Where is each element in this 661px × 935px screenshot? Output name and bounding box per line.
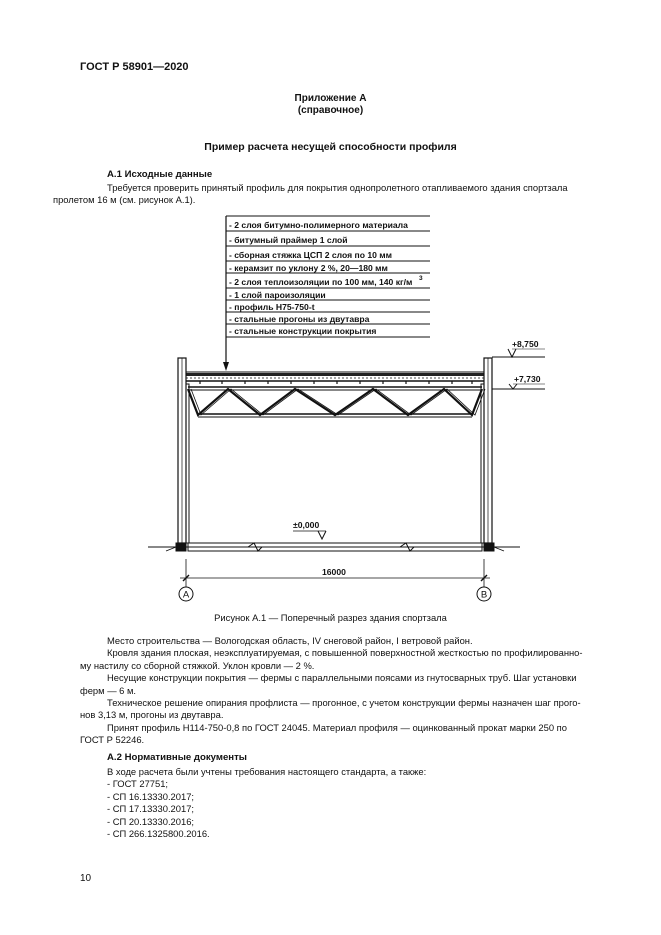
paragraph-profile-line-2: ГОСТ Р 52246.: [80, 734, 145, 746]
layer-label-2: - битумный праймер 1 слой: [229, 235, 348, 245]
layer-label-4: - керамзит по уклону 2 %, 20—180 мм: [229, 263, 388, 273]
level-label-top: +8,750: [512, 339, 539, 349]
layer-label-7: - профиль Н75-750-t: [229, 302, 315, 312]
page-number: 10: [80, 873, 92, 884]
normative-item: - СП 20.13330.2016;: [107, 815, 195, 827]
left-column: [178, 358, 189, 543]
appendix-subtitle: (справочное): [297, 105, 364, 116]
right-column: [481, 358, 492, 543]
level-label-mid: +7,730: [514, 374, 541, 384]
document-header: ГОСТ Р 58901—2020: [80, 61, 189, 73]
axis-label-a: А: [182, 589, 190, 601]
normative-list: [107, 766, 426, 840]
level-label-floor: ±0,000: [293, 520, 320, 530]
layer-label-1: - 2 слоя битумно-полимерного материала: [229, 220, 408, 230]
level-mark-top: [492, 349, 545, 357]
paragraph-trusses-line-2: ферм — 6 м.: [80, 684, 137, 696]
axis-label-b: В: [480, 589, 488, 601]
callout-arrow: [223, 362, 229, 371]
paragraph-location: Место строительства — Вологодская область, IV снеговой район, I ветровой район.: [107, 635, 473, 646]
layer-label-5-exponent: 3: [419, 275, 423, 282]
roof-truss: [188, 387, 485, 417]
cross-section-figure: [0, 210, 661, 610]
normative-item: - СП 17.13330.2017;: [107, 803, 195, 815]
layer-label-3: - сборная стяжка ЦСП 2 слоя по 10 мм: [229, 250, 393, 260]
paragraph-roof-line-1: Кровля здания плоская, неэксплуатируемая, с повышенной поверхностной жесткостью по профилированно-: [107, 647, 583, 659]
normative-item: - ГОСТ 27751;: [107, 778, 169, 790]
intro-line-1: Требуется проверить принятый профиль для покрытия однопролетного отапливаемого здания спортзала: [107, 182, 568, 193]
appendix-title: Приложение А: [294, 93, 367, 104]
section-heading-2: А.2 Нормативные документы: [107, 752, 247, 763]
paragraph-purlins-line-1: Техническое решение опирания профлиста — прогонное, с учетом конструкции фермы назначен шаг прого-: [107, 697, 581, 709]
paragraph-profile-line-1: Принят профиль Н114-750-0,8 по ГОСТ 24045. Материал профиля — оцинкованный прокат марки 250 по: [107, 721, 567, 733]
layer-label-8: - стальные прогоны из двутавра: [229, 314, 370, 324]
normative-intro: В ходе расчета были учтены требования настоящего стандарта, а также:: [107, 766, 427, 777]
main-title: Пример расчета несущей способности профиля: [204, 141, 457, 153]
figure-caption: Рисунок А.1 — Поперечный разрез здания спортзала: [214, 612, 447, 623]
body-paragraphs: [80, 635, 615, 747]
span-label: 16000: [322, 567, 346, 577]
normative-item: - СП 16.13330.2017;: [107, 790, 195, 802]
floor-slab: [148, 543, 520, 551]
section-heading-1: А.1 Исходные данные: [107, 169, 213, 180]
layer-label-6: - 1 слой пароизоляции: [229, 290, 326, 300]
layer-label-9: - стальные конструкции покрытия: [229, 326, 377, 336]
paragraph-trusses-line-1: Несущие конструкции покрытия — фермы с параллельными поясами из гнутосварных труб. Шаг установки: [107, 672, 577, 684]
level-mark-floor: [293, 531, 326, 539]
paragraph-roof-line-2: му настилу со сборной стяжкой. Уклон кровли — 2 %.: [80, 659, 315, 671]
intro-line-2: пролетом 16 м (см. рисунок А.1).: [53, 194, 196, 206]
paragraph-purlins-line-2: нов 3,13 м, прогоны из двутавра.: [80, 709, 224, 721]
layer-label-5: - 2 слоя теплоизоляции по 100 мм, 140 кг/м: [229, 277, 413, 287]
normative-item: - СП 266.1325800.2016.: [107, 828, 210, 840]
intro-paragraph: [53, 182, 615, 207]
roof-slab: [186, 372, 484, 384]
level-mark-mid: [492, 384, 545, 389]
